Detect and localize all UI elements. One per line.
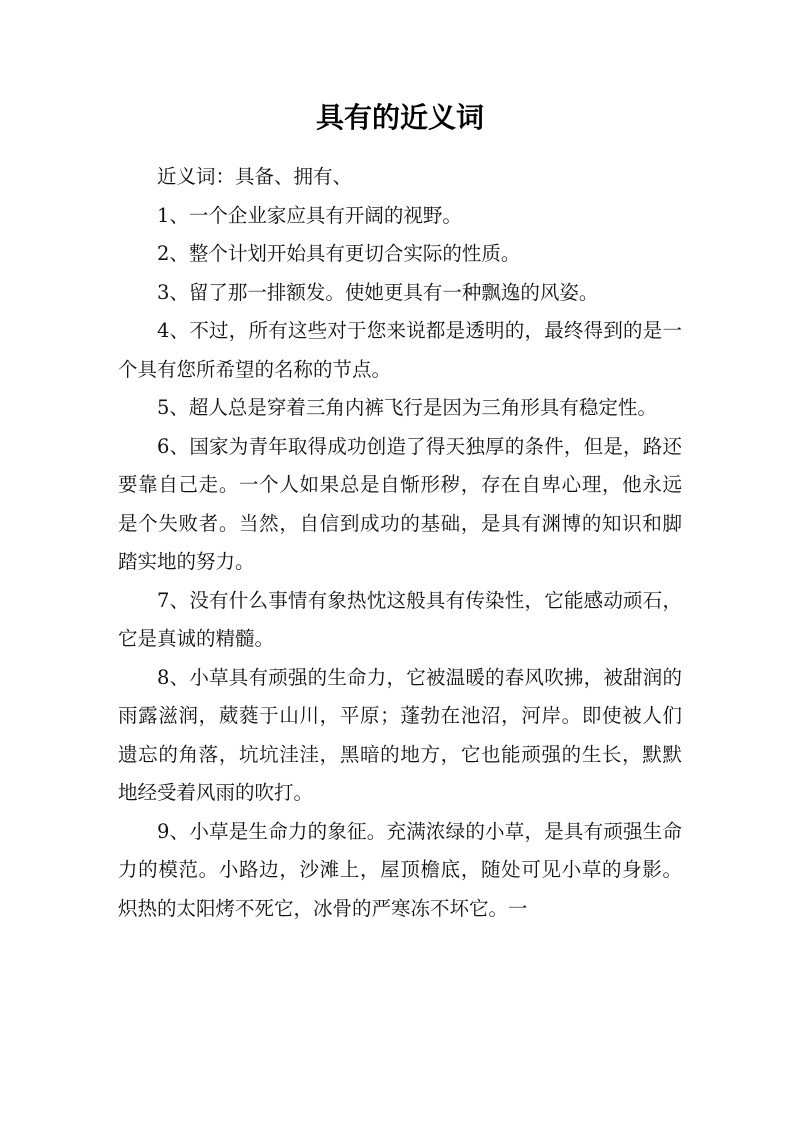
example-sentence-7: 7、没有什么事情有象热忱这般具有传染性，它能感动顽石，它是真诚的精髓。 <box>118 588 682 650</box>
example-sentence-6: 6、国家为青年取得成功创造了得天独厚的条件，但是，路还要靠自己走。一个人如果总是自惭形秽，存在自卑心理，他永远是个失败者。当然，自信到成功的基础，是具有渊博的知识和脚踏实地的努力。 <box>118 434 682 573</box>
example-sentence-8: 8、小草具有顽强的生命力，它被温暖的春风吹拂，被甜润的雨露滋润，葳蕤于山川，平原；蓬勃在池沼，河岸。即使被人们遗忘的角落，坑坑洼洼，黑暗的地方，它也能顽强的生长，默默地经受着风雨的吹打。 <box>118 665 682 804</box>
example-sentence-3: 3、留了那一排额发。使她更具有一种飘逸的风姿。 <box>157 280 599 304</box>
example-sentence-4: 4、不过，所有这些对于您来说都是透明的，最终得到的是一个具有您所希望的名称的节点。 <box>118 319 682 381</box>
example-sentence-1: 1、一个企业家应具有开阔的视野。 <box>157 203 462 227</box>
example-sentence-5: 5、超人总是穿着三角内裤飞行是因为三角形具有稳定性。 <box>157 396 657 419</box>
example-sentence-9: 9、小草是生命力的象征。充满浓绿的小草，是具有顽强生命力的模范。小路边，沙滩上，屋顶檐底，随处可见小草的身影。炽热的太阳烤不死它，冰骨的严寒冻不坏它。一 <box>118 819 682 920</box>
document-body <box>118 158 682 928</box>
synonyms-line: 近义词：具备、拥有、 <box>157 165 353 188</box>
document-title: 具有的近义词 <box>315 101 484 134</box>
example-sentence-2: 2、整个计划开始具有更切合实际的性质。 <box>157 242 521 265</box>
